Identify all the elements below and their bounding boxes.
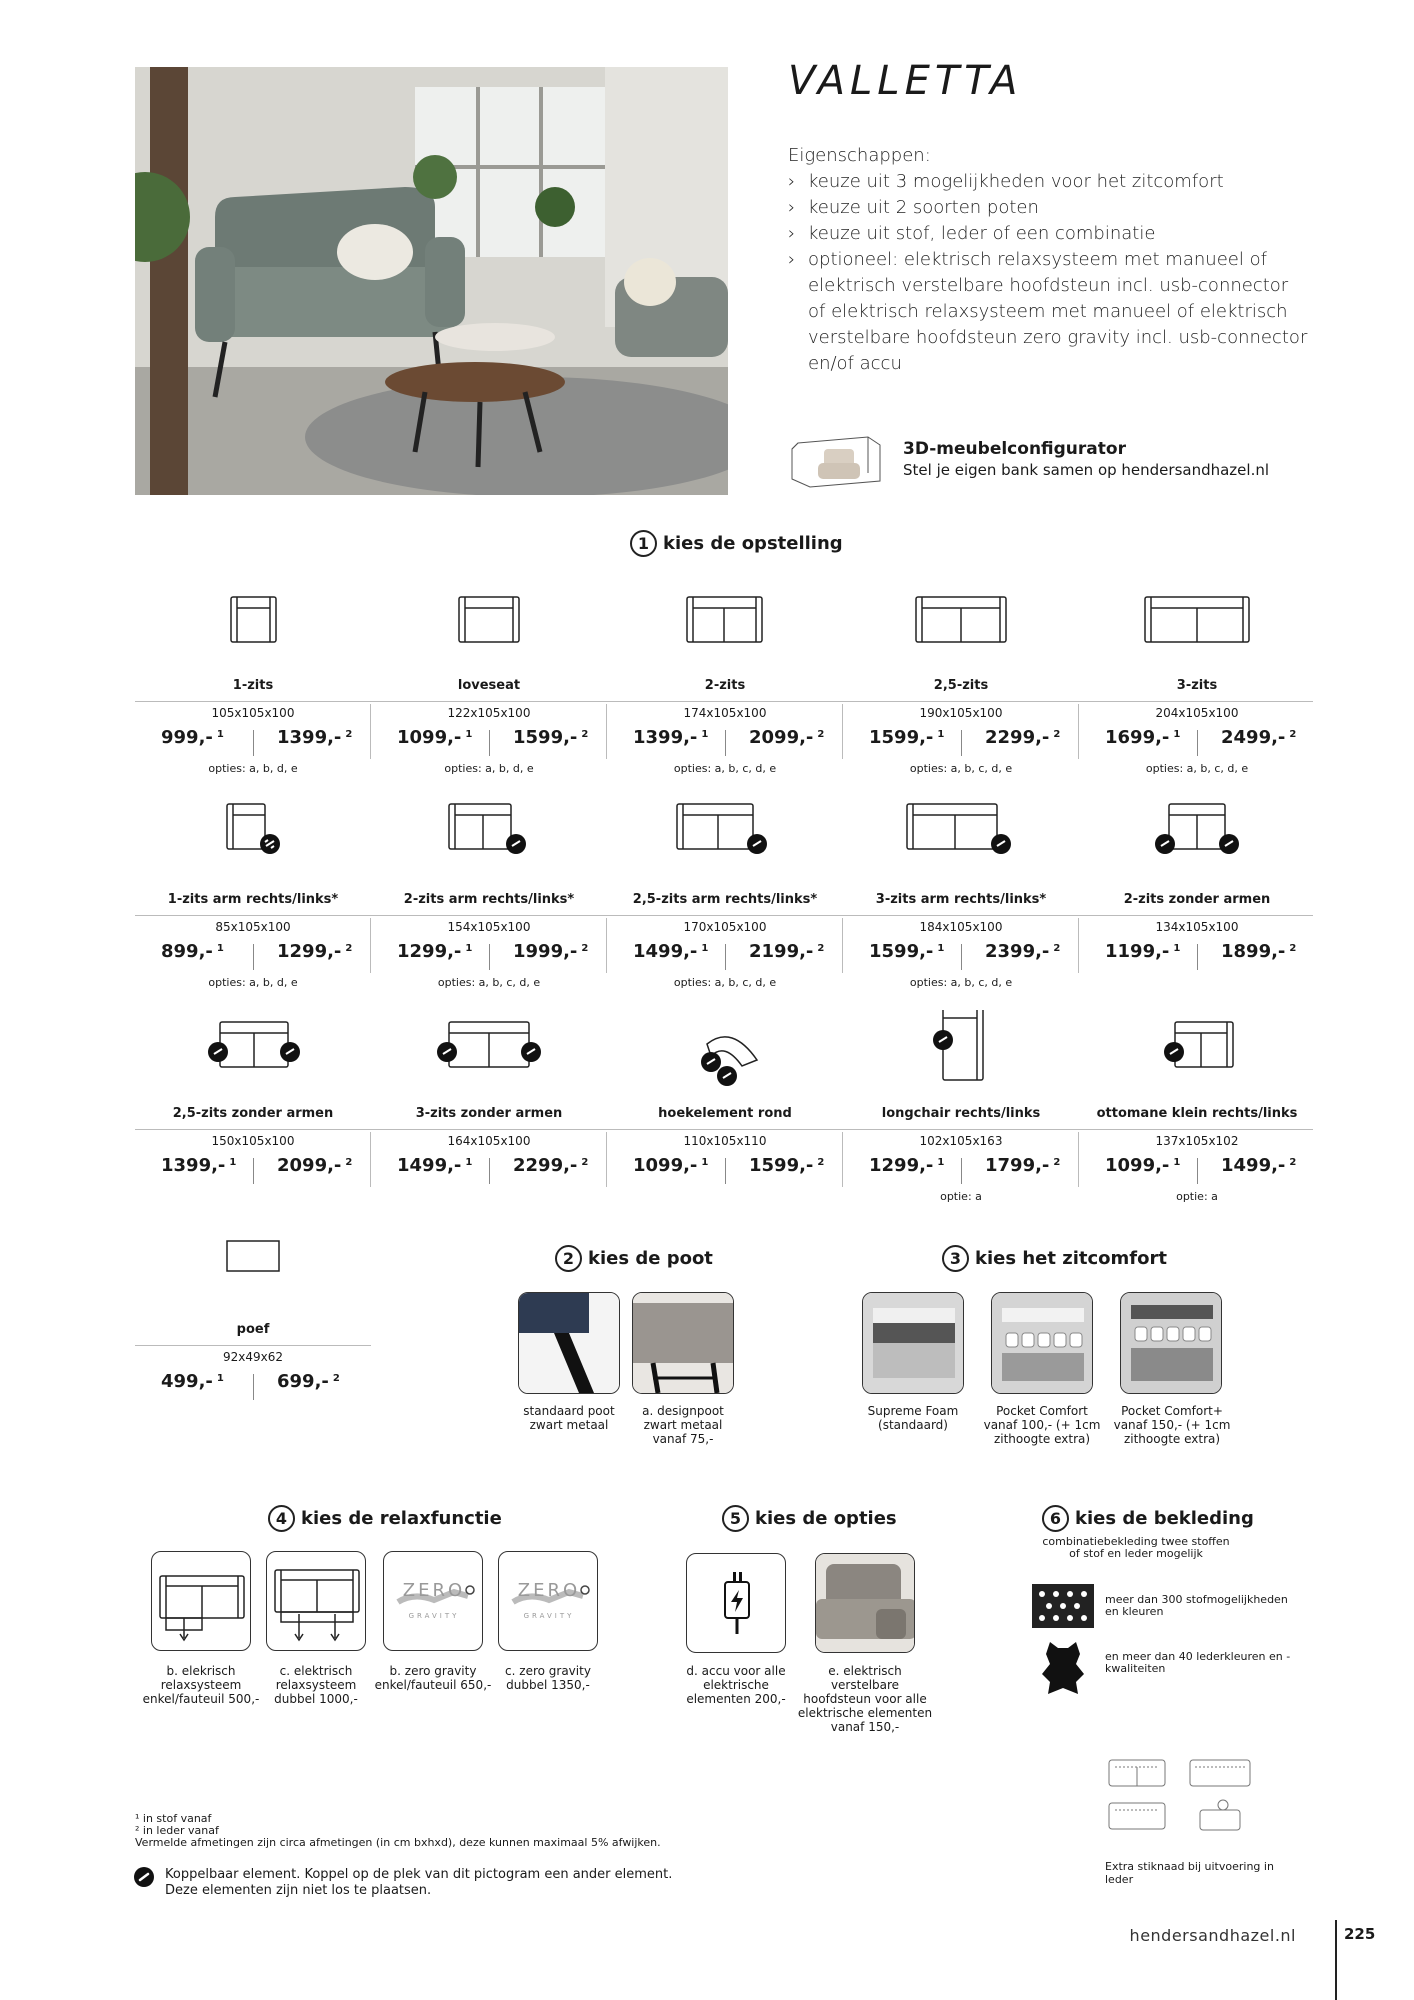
price-leather: 1599,- $^2$ [749, 1155, 825, 1176]
element-card[interactable] [607, 582, 843, 797]
element-dimensions: 174x105x100 [683, 706, 767, 720]
price-fabric: 899,- $^1$ [161, 941, 224, 962]
sofa-2-5-seat-icon [843, 582, 1079, 672]
footnote-fabric: ¹ in stof vanaf [135, 1812, 212, 1825]
element-name: 3-zits arm rechts/links* [875, 892, 1047, 907]
comfort-pocket-caption: Pocket Comfort vanaf 100,- (+ 1cm zithoogte extra) [983, 1404, 1101, 1446]
price-fabric: 1499,- $^1$ [397, 1155, 473, 1176]
step2-heading [555, 1245, 713, 1272]
link-icon [133, 1866, 155, 1888]
brand-url[interactable]: hendersandhazel.nl [1129, 1926, 1296, 1945]
link-note-line: Deze elementen zijn niet los te plaatsen. [165, 1883, 432, 1898]
link-note [165, 1867, 672, 1899]
element-dimensions: 92x49x62 [222, 1350, 283, 1364]
element-name: 2-zits [704, 678, 746, 693]
price-fabric: 1099,- $^1$ [397, 727, 473, 748]
element-options: opties: a, b, c, d, e [909, 976, 1013, 989]
price-fabric: 1499,- $^1$ [633, 941, 709, 962]
element-dimensions: 204x105x100 [1155, 706, 1239, 720]
price-fabric: 1299,- $^1$ [869, 1155, 945, 1176]
price-leather: 2499,- $^2$ [1221, 727, 1297, 748]
price-leather: 699,- $^2$ [277, 1371, 340, 1392]
element-options: opties: a, b, d, e [444, 762, 534, 775]
price-fabric: 1699,- $^1$ [1105, 727, 1181, 748]
sofa-3-seat-armless-icon [371, 1010, 607, 1100]
price-fabric: 1599,- $^1$ [869, 727, 945, 748]
element-dimensions: 164x105x100 [447, 1134, 531, 1148]
element-dimensions: 110x105x110 [683, 1134, 767, 1148]
price-leather: 1999,- $^2$ [513, 941, 589, 962]
element-options: opties: a, b, c, d, e [909, 762, 1013, 775]
element-options: opties: a, b, c, d, e [673, 762, 777, 775]
step3-heading [942, 1245, 1167, 1272]
comfort-foam-caption: Supreme Foam (standaard) [867, 1404, 959, 1432]
element-options: optie: a [1176, 1190, 1218, 1203]
price-fabric: 999,- $^1$ [161, 727, 224, 748]
element-dimensions: 105x105x100 [211, 706, 295, 720]
sofa-2-seat-arm-icon [371, 796, 607, 886]
properties-block [788, 143, 1308, 377]
element-row-2 [135, 796, 1313, 1011]
price-fabric: 1299,- $^1$ [397, 941, 473, 962]
comfort-pocket-plus-thumb[interactable] [1120, 1292, 1222, 1394]
element-card[interactable] [1079, 796, 1315, 1011]
footnote-leather: ² in leder vanaf [135, 1824, 219, 1837]
relax-single-caption: b. elekrisch relaxsysteem enkel/fauteuil 500,- [142, 1664, 260, 1706]
configurator-subtitle[interactable]: Stel je eigen bank samen op hendersandhazel.nl [903, 461, 1270, 479]
price-leather: 1599,- $^2$ [513, 727, 589, 748]
step-title: kies de opstelling [663, 533, 843, 554]
element-options: opties: a, b, d, e [208, 976, 298, 989]
element-name: ottomane klein rechts/links [1096, 1106, 1298, 1121]
step6-heading [1042, 1505, 1254, 1532]
price-fabric: 1099,- $^1$ [1105, 1155, 1181, 1176]
step1-heading [630, 530, 843, 557]
step4-heading [268, 1505, 502, 1532]
sofa-2-5-seat-arm-icon [607, 796, 843, 886]
element-options: opties: a, b, c, d, e [1145, 762, 1249, 775]
relax-single-thumb[interactable] [151, 1551, 251, 1651]
step-title: kies de bekleding [1075, 1508, 1254, 1529]
zero-gravity-single-caption: b. zero gravity enkel/fauteuil 650,- [374, 1664, 492, 1692]
price-fabric: 1099,- $^1$ [633, 1155, 709, 1176]
property-item: › keuze uit 3 mogelijkheden voor het zitcomfort [788, 169, 1308, 195]
zero-gravity-single-thumb[interactable] [383, 1551, 483, 1651]
price-leather: 1899,- $^2$ [1221, 941, 1297, 962]
element-dimensions: 122x105x100 [447, 706, 531, 720]
configurator-title: 3D-meubelconfigurator [903, 439, 1126, 459]
ottoman-icon [1079, 1010, 1315, 1100]
price-leather: 2099,- $^2$ [277, 1155, 353, 1176]
element-name: 2,5-zits arm rechts/links* [632, 892, 818, 907]
element-name: 3-zits [1176, 678, 1218, 693]
property-item: › keuze uit stof, leder of een combinatie [788, 221, 1308, 247]
element-card[interactable] [371, 796, 607, 1011]
price-leather: 2299,- $^2$ [985, 727, 1061, 748]
element-dimensions: 170x105x100 [683, 920, 767, 934]
page-number: 225 [1344, 1925, 1376, 1943]
step-number: 3 [942, 1245, 969, 1272]
element-row-1 [135, 582, 1313, 797]
element-dimensions: 154x105x100 [447, 920, 531, 934]
leg-design-caption: a. designpoot zwart metaal vanaf 75,- [642, 1404, 724, 1446]
element-card[interactable] [1079, 582, 1315, 797]
link-note-line: Koppelbaar element. Koppel op de plek van dit pictogram een ander element. [165, 1867, 673, 1882]
headrest-caption: e. elektrisch verstelbare hoofdsteun voor alle elektrische elementen vanaf 150,- [797, 1664, 933, 1734]
element-card[interactable] [843, 796, 1079, 1011]
sofa-2-seat-icon [607, 582, 843, 672]
property-item: › optioneel: elektrisch relaxsysteem met manueel of elektrisch verstelbare hoofdsteun incl. usb-connector of elektrisch relaxsysteem met manueel of elektrisch verstelbare hoofdsteun zero gravity incl. usb-connector en/of accu [788, 247, 1308, 377]
price-leather: 2199,- $^2$ [749, 941, 825, 962]
hero-photo [135, 67, 728, 495]
product-title: VALLETTA [788, 58, 1023, 104]
gravity-label: GRAVITY [408, 1612, 460, 1620]
sofa-loveseat-icon [371, 582, 607, 672]
price-leather: 1299,- $^2$ [277, 941, 353, 962]
configurator-3d-icon [788, 431, 884, 489]
zero-label: ZERO [517, 1580, 581, 1601]
sofa-2-5-seat-armless-icon [135, 1010, 371, 1100]
fabric-swatch-icon [1028, 1580, 1098, 1632]
sofa-1-seat-arm-icon [135, 796, 371, 886]
price-leather: 2099,- $^2$ [749, 727, 825, 748]
element-name: 3-zits zonder armen [415, 1106, 563, 1121]
element-name: longchair rechts/links [881, 1106, 1041, 1121]
leg-design-thumb[interactable] [632, 1292, 734, 1394]
footnote-dimensions: Vermelde afmetingen zijn circa afmetingen (in cm bxhxd), deze kunnen maximaal 5% afwijken. [135, 1836, 661, 1849]
sofa-2-seat-armless-icon [1079, 796, 1315, 886]
element-name: 2-zits zonder armen [1123, 892, 1271, 907]
element-name: hoekelement rond [658, 1106, 792, 1121]
element-name: 1-zits arm rechts/links* [167, 892, 339, 907]
sofa-3-seat-arm-icon [843, 796, 1079, 886]
battery-caption: d. accu voor alle elektrische elementen 200,- [686, 1664, 786, 1706]
element-name: loveseat [457, 678, 521, 693]
element-card[interactable] [843, 1010, 1079, 1225]
element-options: opties: a, b, d, e [208, 762, 298, 775]
element-card[interactable] [135, 1226, 371, 1441]
corner-round-icon [607, 1010, 843, 1100]
fabric-text: meer dan 300 stofmogelijkheden en kleuren [1105, 1593, 1288, 1618]
step5-heading [722, 1505, 897, 1532]
price-leather: 2399,- $^2$ [985, 941, 1061, 962]
step-title: kies de poot [588, 1248, 713, 1269]
step-number: 4 [268, 1505, 295, 1532]
leather-text: en meer dan 40 lederkleuren en -kwaliteiten [1105, 1650, 1291, 1675]
element-dimensions: 190x105x100 [919, 706, 1003, 720]
gravity-label: GRAVITY [523, 1612, 575, 1620]
zero-gravity-double-caption: c. zero gravity dubbel 1350,- [505, 1664, 591, 1692]
element-dimensions: 150x105x100 [211, 1134, 295, 1148]
price-fabric: 1199,- $^1$ [1105, 941, 1181, 962]
upholstery-subtitle: combinatiebekleding twee stoffen of stof en leder mogelijk [1042, 1535, 1230, 1560]
step-number: 1 [630, 530, 657, 557]
comfort-foam-thumb[interactable] [862, 1292, 964, 1394]
element-options: opties: a, b, c, d, e [673, 976, 777, 989]
element-card[interactable] [135, 582, 371, 797]
properties-label: Eigenschappen: [788, 145, 931, 166]
pouf-icon [135, 1226, 371, 1316]
step-number: 6 [1042, 1505, 1069, 1532]
element-row-3 [135, 1010, 1313, 1225]
price-leather: 1399,- $^2$ [277, 727, 353, 748]
element-dimensions: 85x105x100 [215, 920, 291, 934]
page-divider [1335, 1920, 1337, 2000]
element-card[interactable] [135, 1010, 371, 1225]
relax-double-thumb[interactable] [266, 1551, 366, 1651]
leg-standard-caption: standaard poot zwart metaal [523, 1404, 615, 1432]
element-card[interactable] [135, 796, 371, 1011]
element-card[interactable] [607, 1010, 843, 1225]
step-title: kies de opties [755, 1508, 897, 1529]
element-row-4 [135, 1226, 371, 1441]
sofa-1-seat-icon [135, 582, 371, 672]
element-card[interactable] [1079, 1010, 1315, 1225]
element-name: 2,5-zits zonder armen [172, 1106, 334, 1121]
price-fabric: 499,- $^1$ [161, 1371, 224, 1392]
element-card[interactable] [607, 796, 843, 1011]
step-title: kies het zitcomfort [975, 1248, 1167, 1269]
element-dimensions: 137x105x102 [1155, 1134, 1239, 1148]
element-dimensions: 134x105x100 [1155, 920, 1239, 934]
property-item: › keuze uit 2 soorten poten [788, 195, 1308, 221]
stitch-caption: Extra stiknaad bij uitvoering in leder [1105, 1860, 1274, 1886]
element-card[interactable] [371, 1010, 607, 1225]
battery-thumb[interactable] [686, 1553, 786, 1653]
price-fabric: 1399,- $^1$ [161, 1155, 237, 1176]
longchair-icon [843, 1010, 1079, 1100]
comfort-pocket-thumb[interactable] [991, 1292, 1093, 1394]
leather-hide-icon [1040, 1640, 1086, 1696]
element-name: 2-zits arm rechts/links* [403, 892, 575, 907]
element-name: poef [236, 1322, 270, 1337]
zero-gravity-double-thumb[interactable] [498, 1551, 598, 1651]
element-card[interactable] [371, 582, 607, 797]
step-title: kies de relaxfunctie [301, 1508, 502, 1529]
element-dimensions: 102x105x163 [919, 1134, 1003, 1148]
price-leather: 1499,- $^2$ [1221, 1155, 1297, 1176]
price-fabric: 1599,- $^1$ [869, 941, 945, 962]
stitch-sketch [1105, 1755, 1255, 1845]
element-name: 2,5-zits [933, 678, 989, 693]
element-card[interactable] [843, 582, 1079, 797]
step-number: 5 [722, 1505, 749, 1532]
usb-plug-icon [687, 1554, 786, 1653]
element-dimensions: 184x105x100 [919, 920, 1003, 934]
price-fabric: 1399,- $^1$ [633, 727, 709, 748]
headrest-thumb[interactable] [815, 1553, 915, 1653]
zero-label: ZERO [402, 1580, 466, 1601]
leg-standard-thumb[interactable] [518, 1292, 620, 1394]
relax-double-caption: c. elektrisch relaxsysteem dubbel 1000,- [274, 1664, 358, 1706]
sofa-3-seat-icon [1079, 582, 1315, 672]
element-options: opties: a, b, c, d, e [437, 976, 541, 989]
element-options: optie: a [940, 1190, 982, 1203]
comfort-pocket-plus-caption: Pocket Comfort+ vanaf 150,- (+ 1cm zithoogte extra) [1113, 1404, 1231, 1446]
price-leather: 2299,- $^2$ [513, 1155, 589, 1176]
step-number: 2 [555, 1245, 582, 1272]
price-leather: 1799,- $^2$ [985, 1155, 1061, 1176]
element-name: 1-zits [232, 678, 274, 693]
